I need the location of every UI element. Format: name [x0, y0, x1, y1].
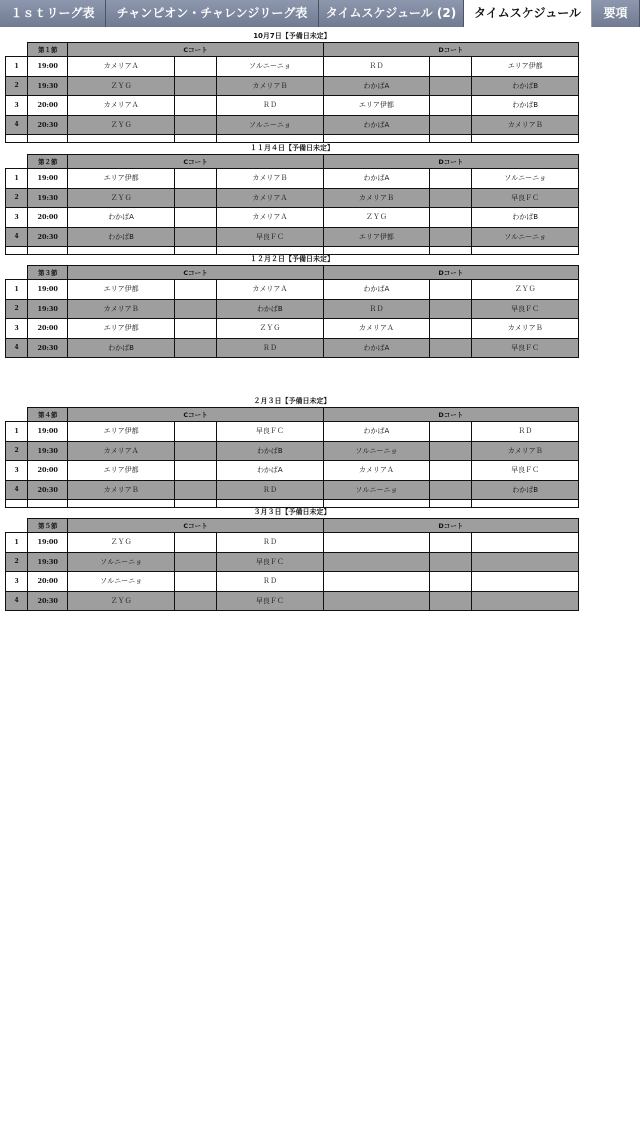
match-number[interactable]: 1 — [6, 533, 28, 553]
court-c-team-2[interactable]: わかばA — [217, 461, 324, 481]
court-c-team-2[interactable]: わかばB — [217, 441, 324, 461]
court-d-team-1[interactable] — [323, 533, 430, 553]
court-c-vs-cell[interactable] — [174, 338, 216, 358]
table-row — [6, 188, 579, 208]
court-d-vs-cell[interactable] — [430, 188, 472, 208]
match-time[interactable]: 20:30 — [28, 591, 68, 611]
court-d-team-2[interactable]: カメリアＢ — [472, 441, 579, 461]
court-d-team-1[interactable] — [323, 552, 430, 572]
court-c-vs-cell[interactable] — [174, 96, 216, 116]
header-blank-cell — [6, 519, 28, 533]
court-c-team-2[interactable]: ソルニーニョ — [217, 115, 324, 135]
empty-cell[interactable] — [68, 135, 175, 143]
court-c-vs-cell[interactable] — [174, 591, 216, 611]
court-c-team-1[interactable]: カメリアＡ — [68, 441, 175, 461]
court-d-vs-cell[interactable] — [430, 169, 472, 189]
court-c-team-2[interactable]: ＲＤ — [217, 338, 324, 358]
table-row — [6, 227, 579, 247]
court-c-team-2[interactable]: ＲＤ — [217, 96, 324, 116]
court-c-team-1[interactable]: カメリアＡ — [68, 57, 175, 77]
schedule-section — [5, 31, 579, 143]
court-c-team-2[interactable]: ＲＤ — [217, 572, 324, 592]
court-c-team-2[interactable]: ＲＤ — [217, 533, 324, 553]
match-number[interactable]: 1 — [6, 422, 28, 442]
court-c-team-1[interactable]: わかばA — [68, 208, 175, 228]
court-c-vs-cell[interactable] — [174, 280, 216, 300]
match-number[interactable]: 3 — [6, 319, 28, 339]
empty-cell[interactable] — [28, 135, 68, 143]
court-c-team-1[interactable]: エリア伊都 — [68, 169, 175, 189]
court-c-vs-cell[interactable] — [174, 572, 216, 592]
court-d-team-2[interactable] — [472, 552, 579, 572]
court-d-team-2[interactable]: カメリアＢ — [472, 319, 579, 339]
court-c-vs-cell[interactable] — [174, 208, 216, 228]
table-row — [6, 533, 579, 553]
match-time[interactable]: 20:00 — [28, 319, 68, 339]
court-c-team-1[interactable]: ＺＹＧ — [68, 591, 175, 611]
court-c-header: Cコート — [68, 43, 323, 57]
match-number[interactable]: 4 — [6, 115, 28, 135]
court-c-header: Cコート — [68, 266, 323, 280]
tab-1st-league[interactable]: １ｓｔリーグ表 — [0, 0, 106, 27]
tab-time-schedule-2[interactable]: タイムスケジュール (2) — [319, 0, 464, 27]
section-date: 10月7日【予備日未定】 — [253, 32, 331, 40]
table-row — [6, 96, 579, 116]
schedule-section — [5, 507, 579, 611]
table-row — [6, 552, 579, 572]
match-time[interactable]: 20:30 — [28, 227, 68, 247]
court-c-vs-cell[interactable] — [174, 115, 216, 135]
table-row — [6, 115, 579, 135]
match-time[interactable]: 20:00 — [28, 461, 68, 481]
round-label: 第２節 — [28, 155, 68, 169]
match-number[interactable]: 3 — [6, 461, 28, 481]
tab-time-schedule[interactable]: タイムスケジュール — [464, 0, 592, 27]
court-d-vs-cell[interactable] — [430, 591, 472, 611]
court-d-vs-cell[interactable] — [430, 319, 472, 339]
match-time[interactable]: 19:30 — [28, 441, 68, 461]
court-d-team-1[interactable]: カメリアＡ — [323, 461, 430, 481]
match-number[interactable]: 4 — [6, 591, 28, 611]
court-c-team-2[interactable]: ソルニーニョ — [217, 57, 324, 77]
court-d-team-2[interactable] — [472, 533, 579, 553]
court-c-vs-cell[interactable] — [174, 188, 216, 208]
court-d-team-2[interactable] — [472, 591, 579, 611]
court-d-team-1[interactable]: ＺＹＧ — [323, 208, 430, 228]
header-blank-cell — [6, 43, 28, 57]
empty-cell[interactable] — [6, 135, 28, 143]
court-c-team-2[interactable]: カメリアＡ — [217, 208, 324, 228]
court-d-team-2[interactable]: わかばB — [472, 96, 579, 116]
match-number[interactable]: 1 — [6, 169, 28, 189]
table-row — [6, 169, 579, 189]
header-blank-cell — [6, 408, 28, 422]
court-d-team-2[interactable]: わかばB — [472, 480, 579, 500]
match-number[interactable]: 2 — [6, 76, 28, 96]
court-c-team-2[interactable]: ＺＹＧ — [217, 319, 324, 339]
table-row — [6, 57, 579, 77]
court-c-team-1[interactable]: エリア伊都 — [68, 422, 175, 442]
court-c-vs-cell[interactable] — [174, 57, 216, 77]
court-d-team-1[interactable]: ソルニーニョ — [323, 441, 430, 461]
section-date: １１月４日【予備日未定】 — [250, 144, 334, 152]
match-time[interactable]: 19:30 — [28, 76, 68, 96]
court-d-team-2[interactable]: ソルニーニョ — [472, 227, 579, 247]
court-d-team-1[interactable]: ＲＤ — [323, 57, 430, 77]
schedule-section — [5, 396, 579, 508]
court-c-header: Cコート — [68, 155, 323, 169]
table-row — [6, 280, 579, 300]
court-d-vs-cell[interactable] — [430, 338, 472, 358]
section-date: ３月３日【予備日未定】 — [253, 508, 331, 516]
round-label: 第４節 — [28, 408, 68, 422]
court-c-vs-cell[interactable] — [174, 480, 216, 500]
court-d-team-2[interactable]: ＺＹＧ — [472, 280, 579, 300]
schedule-table — [5, 518, 579, 611]
court-c-team-1[interactable]: ソルニーニョ — [68, 552, 175, 572]
court-d-team-1[interactable]: エリア伊都 — [323, 227, 430, 247]
round-label: 第５節 — [28, 519, 68, 533]
court-d-vs-cell[interactable] — [430, 299, 472, 319]
match-time[interactable]: 20:30 — [28, 480, 68, 500]
court-c-vs-cell[interactable] — [174, 461, 216, 481]
section-date: ２月３日【予備日未定】 — [253, 397, 331, 405]
empty-cell[interactable] — [217, 135, 324, 143]
court-d-header: Dコート — [323, 519, 578, 533]
match-time[interactable]: 20:30 — [28, 115, 68, 135]
court-d-team-1[interactable]: わかばA — [323, 422, 430, 442]
header-blank-cell — [6, 266, 28, 280]
court-c-team-1[interactable]: カメリアＢ — [68, 299, 175, 319]
empty-cell[interactable] — [472, 135, 579, 143]
court-c-team-2[interactable]: 早良ＦＣ — [217, 227, 324, 247]
court-c-team-1[interactable]: わかばB — [68, 338, 175, 358]
court-d-team-2[interactable]: 早良ＦＣ — [472, 299, 579, 319]
court-c-vs-cell[interactable] — [174, 76, 216, 96]
round-label: 第１節 — [28, 43, 68, 57]
court-d-vs-cell[interactable] — [430, 227, 472, 247]
court-c-team-2[interactable]: 早良ＦＣ — [217, 422, 324, 442]
court-c-team-1[interactable]: カメリアＡ — [68, 96, 175, 116]
tab-guidelines[interactable]: 要項 — [592, 0, 640, 27]
court-c-header: Cコート — [68, 519, 323, 533]
court-c-team-2[interactable]: ＲＤ — [217, 480, 324, 500]
match-time[interactable]: 19:00 — [28, 422, 68, 442]
court-d-header: Dコート — [323, 266, 578, 280]
court-d-vs-cell[interactable] — [430, 115, 472, 135]
table-row — [6, 208, 579, 228]
tab-champion-challenge-league[interactable]: チャンピオン・チャレンジリーグ表 — [106, 0, 319, 27]
schedule-table — [5, 407, 579, 508]
court-d-team-2[interactable]: 早良ＦＣ — [472, 188, 579, 208]
table-row — [6, 319, 579, 339]
court-d-team-2[interactable]: エリア伊都 — [472, 57, 579, 77]
court-c-team-2[interactable]: カメリアＡ — [217, 280, 324, 300]
court-d-team-1[interactable]: わかばA — [323, 115, 430, 135]
schedule-table — [5, 42, 579, 143]
court-d-vs-cell[interactable] — [430, 552, 472, 572]
match-time[interactable]: 19:30 — [28, 299, 68, 319]
court-c-vs-cell[interactable] — [174, 533, 216, 553]
match-time[interactable]: 20:30 — [28, 338, 68, 358]
empty-cell[interactable] — [323, 135, 430, 143]
table-row — [6, 422, 579, 442]
schedule-table — [5, 265, 579, 358]
sheet-tab-bar — [0, 0, 640, 27]
court-d-team-2[interactable]: 早良ＦＣ — [472, 338, 579, 358]
court-c-team-1[interactable]: わかばB — [68, 227, 175, 247]
court-c-team-2[interactable]: カメリアＢ — [217, 169, 324, 189]
match-number[interactable]: 1 — [6, 280, 28, 300]
court-c-team-2[interactable]: 早良ＦＣ — [217, 552, 324, 572]
court-d-team-1[interactable]: わかばA — [323, 338, 430, 358]
table-row — [6, 338, 579, 358]
court-c-team-1[interactable]: ＺＹＧ — [68, 188, 175, 208]
schedule-section — [5, 143, 579, 255]
schedule-section — [5, 254, 579, 358]
court-d-header: Dコート — [323, 155, 578, 169]
match-number[interactable]: 4 — [6, 227, 28, 247]
court-d-team-1[interactable]: ＲＤ — [323, 299, 430, 319]
table-row — [6, 441, 579, 461]
table-row — [6, 572, 579, 592]
match-time[interactable]: 19:00 — [28, 533, 68, 553]
court-d-team-2[interactable]: わかばB — [472, 76, 579, 96]
court-d-team-2[interactable]: ＲＤ — [472, 422, 579, 442]
court-d-vs-cell[interactable] — [430, 533, 472, 553]
table-row — [6, 299, 579, 319]
court-c-team-1[interactable]: ＺＹＧ — [68, 76, 175, 96]
court-c-team-1[interactable]: カメリアＢ — [68, 480, 175, 500]
match-time[interactable]: 19:00 — [28, 280, 68, 300]
court-d-team-1[interactable]: カメリアＢ — [323, 188, 430, 208]
match-number[interactable]: 3 — [6, 96, 28, 116]
court-c-vs-cell[interactable] — [174, 441, 216, 461]
court-d-vs-cell[interactable] — [430, 96, 472, 116]
court-c-team-1[interactable]: ＺＹＧ — [68, 533, 175, 553]
court-d-team-2[interactable]: わかばB — [472, 208, 579, 228]
match-time[interactable]: 19:30 — [28, 552, 68, 572]
court-d-team-2[interactable]: ソルニーニョ — [472, 169, 579, 189]
court-c-vs-cell[interactable] — [174, 422, 216, 442]
court-d-vs-cell[interactable] — [430, 57, 472, 77]
empty-cell[interactable] — [174, 135, 216, 143]
court-c-team-2[interactable]: 早良ＦＣ — [217, 591, 324, 611]
court-c-header: Cコート — [68, 408, 323, 422]
court-c-vs-cell[interactable] — [174, 169, 216, 189]
court-d-team-2[interactable]: 早良ＦＣ — [472, 461, 579, 481]
court-d-team-1[interactable]: エリア伊都 — [323, 96, 430, 116]
court-d-vs-cell[interactable] — [430, 441, 472, 461]
court-c-team-1[interactable]: エリア伊都 — [68, 319, 175, 339]
court-d-vs-cell[interactable] — [430, 76, 472, 96]
court-c-vs-cell[interactable] — [174, 552, 216, 572]
match-time[interactable]: 20:00 — [28, 572, 68, 592]
court-c-team-2[interactable]: わかばB — [217, 299, 324, 319]
court-d-vs-cell[interactable] — [430, 480, 472, 500]
court-d-header: Dコート — [323, 43, 578, 57]
match-number[interactable]: 2 — [6, 552, 28, 572]
match-number[interactable]: 2 — [6, 299, 28, 319]
match-number[interactable]: 2 — [6, 441, 28, 461]
court-d-team-1[interactable]: カメリアＡ — [323, 319, 430, 339]
court-d-vs-cell[interactable] — [430, 461, 472, 481]
match-number[interactable]: 2 — [6, 188, 28, 208]
court-d-vs-cell[interactable] — [430, 280, 472, 300]
court-c-team-1[interactable]: ＺＹＧ — [68, 115, 175, 135]
match-time[interactable]: 20:00 — [28, 208, 68, 228]
court-c-vs-cell[interactable] — [174, 319, 216, 339]
court-d-team-1[interactable]: ソルニーニョ — [323, 480, 430, 500]
match-number[interactable]: 3 — [6, 208, 28, 228]
court-d-vs-cell[interactable] — [430, 572, 472, 592]
court-d-team-1[interactable] — [323, 572, 430, 592]
match-number[interactable]: 4 — [6, 338, 28, 358]
schedule-table — [5, 154, 579, 255]
table-row — [6, 480, 579, 500]
table-row — [6, 76, 579, 96]
spacer-row — [6, 135, 579, 143]
court-d-team-1[interactable] — [323, 591, 430, 611]
court-d-header: Dコート — [323, 408, 578, 422]
match-time[interactable]: 19:00 — [28, 169, 68, 189]
court-d-team-2[interactable]: カメリアＢ — [472, 115, 579, 135]
court-d-team-1[interactable]: わかばA — [323, 169, 430, 189]
match-number[interactable]: 4 — [6, 480, 28, 500]
header-blank-cell — [6, 155, 28, 169]
match-number[interactable]: 3 — [6, 572, 28, 592]
table-row — [6, 461, 579, 481]
table-row — [6, 591, 579, 611]
court-d-vs-cell[interactable] — [430, 422, 472, 442]
section-date: １２月２日【予備日未定】 — [250, 255, 334, 263]
court-d-team-2[interactable] — [472, 572, 579, 592]
match-time[interactable]: 19:30 — [28, 188, 68, 208]
court-c-team-2[interactable]: カメリアＢ — [217, 76, 324, 96]
round-label: 第３節 — [28, 266, 68, 280]
match-time[interactable]: 19:00 — [28, 57, 68, 77]
court-c-vs-cell[interactable] — [174, 299, 216, 319]
court-d-vs-cell[interactable] — [430, 208, 472, 228]
court-d-team-1[interactable]: わかばA — [323, 76, 430, 96]
court-c-team-1[interactable]: ソルニーニョ — [68, 572, 175, 592]
court-c-team-2[interactable]: カメリアＡ — [217, 188, 324, 208]
match-time[interactable]: 20:00 — [28, 96, 68, 116]
court-c-team-1[interactable]: エリア伊都 — [68, 280, 175, 300]
court-c-team-1[interactable]: エリア伊都 — [68, 461, 175, 481]
empty-cell[interactable] — [430, 135, 472, 143]
court-d-team-1[interactable]: わかばA — [323, 280, 430, 300]
court-c-vs-cell[interactable] — [174, 227, 216, 247]
match-number[interactable]: 1 — [6, 57, 28, 77]
